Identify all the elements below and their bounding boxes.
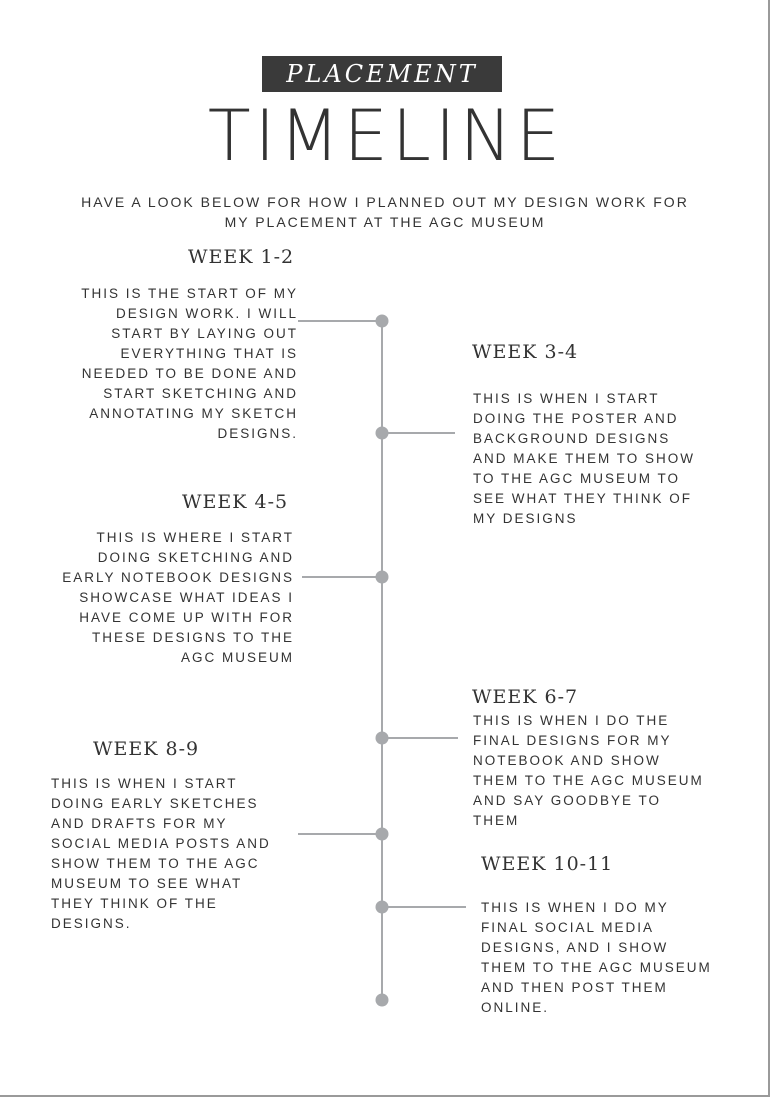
description-line: SHOW THEM TO THE AGC (51, 856, 260, 871)
description-line: AND SAY GOODBYE TO (473, 793, 662, 808)
description-line: THIS IS WHERE I START (96, 530, 294, 545)
week-heading: WEEK 3-4 (472, 341, 579, 363)
intro-line: MY PLACEMENT AT THE AGC MUSEUM (224, 214, 546, 230)
description-line: EARLY NOTEBOOK DESIGNS (62, 570, 294, 585)
description-line: DOING THE POSTER AND (473, 411, 679, 426)
description-line: AND THEN POST THEM (481, 980, 668, 995)
description-line: ONLINE. (481, 1000, 550, 1015)
description-line: DOING SKETCHING AND (97, 550, 294, 565)
description-line: DESIGNS. (51, 916, 132, 931)
description-line: THEM TO THE AGC MUSEUM (473, 773, 704, 788)
description-line: SEE WHAT THEY THINK OF (473, 491, 693, 506)
description-line: DESIGN WORK. I WILL (115, 306, 298, 321)
description-line: ANNOTATING MY SKETCH (89, 406, 298, 421)
description-line: NOTEBOOK AND SHOW (473, 753, 661, 768)
week-heading: WEEK 10-11 (481, 853, 614, 875)
timeline-dot (376, 427, 389, 440)
week-description (20, 284, 298, 444)
description-line: THEM TO THE AGC MUSEUM (481, 960, 712, 975)
timeline-dot (376, 994, 389, 1007)
description-line: START SKETCHING AND (103, 386, 298, 401)
description-line: THIS IS WHEN I DO MY (481, 900, 669, 915)
week-heading: WEEK 6-7 (472, 686, 579, 708)
description-line: START BY LAYING OUT (111, 326, 298, 341)
description-line: THEY THINK OF THE (51, 896, 218, 911)
description-line: AGC MUSEUM (180, 650, 294, 665)
week-heading: WEEK 4-5 (182, 491, 289, 513)
description-line: DESIGNS, AND I SHOW (481, 940, 669, 955)
intro-line: HAVE A LOOK BELOW FOR HOW I PLANNED OUT MY DESIGN WORK FOR (81, 194, 689, 210)
timeline-dot (376, 732, 389, 745)
description-line: HAVE COME UP WITH FOR (79, 610, 294, 625)
description-line: THESE DESIGNS TO THE (91, 630, 294, 645)
week-description (473, 711, 763, 831)
week-description (51, 774, 311, 934)
description-line: TO THE AGC MUSEUM TO (473, 471, 681, 486)
timeline-dot (376, 571, 389, 584)
timeline-dot (376, 315, 389, 328)
description-line: SOCIAL MEDIA POSTS AND (51, 836, 271, 851)
description-line: THIS IS WHEN I DO THE (473, 713, 670, 728)
page-title: TIMELINE (207, 95, 565, 177)
timeline-dot (376, 828, 389, 841)
description-line: NEEDED TO BE DONE AND (81, 366, 298, 381)
description-line: FINAL DESIGNS FOR MY (473, 733, 672, 748)
description-line: AND DRAFTS FOR MY (51, 816, 228, 831)
timeline-dot (376, 901, 389, 914)
description-line: DESIGNS. (217, 426, 298, 441)
description-line: MUSEUM TO SEE WHAT (51, 876, 243, 891)
description-line: THIS IS THE START OF MY (81, 286, 298, 301)
description-line: THEM (473, 813, 520, 828)
description-line: DOING EARLY SKETCHES (51, 796, 259, 811)
description-line: THIS IS WHEN I START (473, 391, 660, 406)
week-description (10, 528, 294, 668)
description-line: BACKGROUND DESIGNS (473, 431, 671, 446)
description-line: FINAL SOCIAL MEDIA (481, 920, 655, 935)
week-description (473, 389, 763, 529)
week-heading: WEEK 1-2 (188, 246, 295, 268)
placement-badge: PLACEMENT (262, 56, 502, 92)
description-line: SHOWCASE WHAT IDEAS I (79, 590, 294, 605)
description-line: EVERYTHING THAT IS (120, 346, 298, 361)
description-line: AND MAKE THEM TO SHOW (473, 451, 696, 466)
week-heading: WEEK 8-9 (93, 738, 200, 760)
description-line: THIS IS WHEN I START (51, 776, 238, 791)
description-line: MY DESIGNS (473, 511, 578, 526)
week-description (481, 898, 765, 1018)
